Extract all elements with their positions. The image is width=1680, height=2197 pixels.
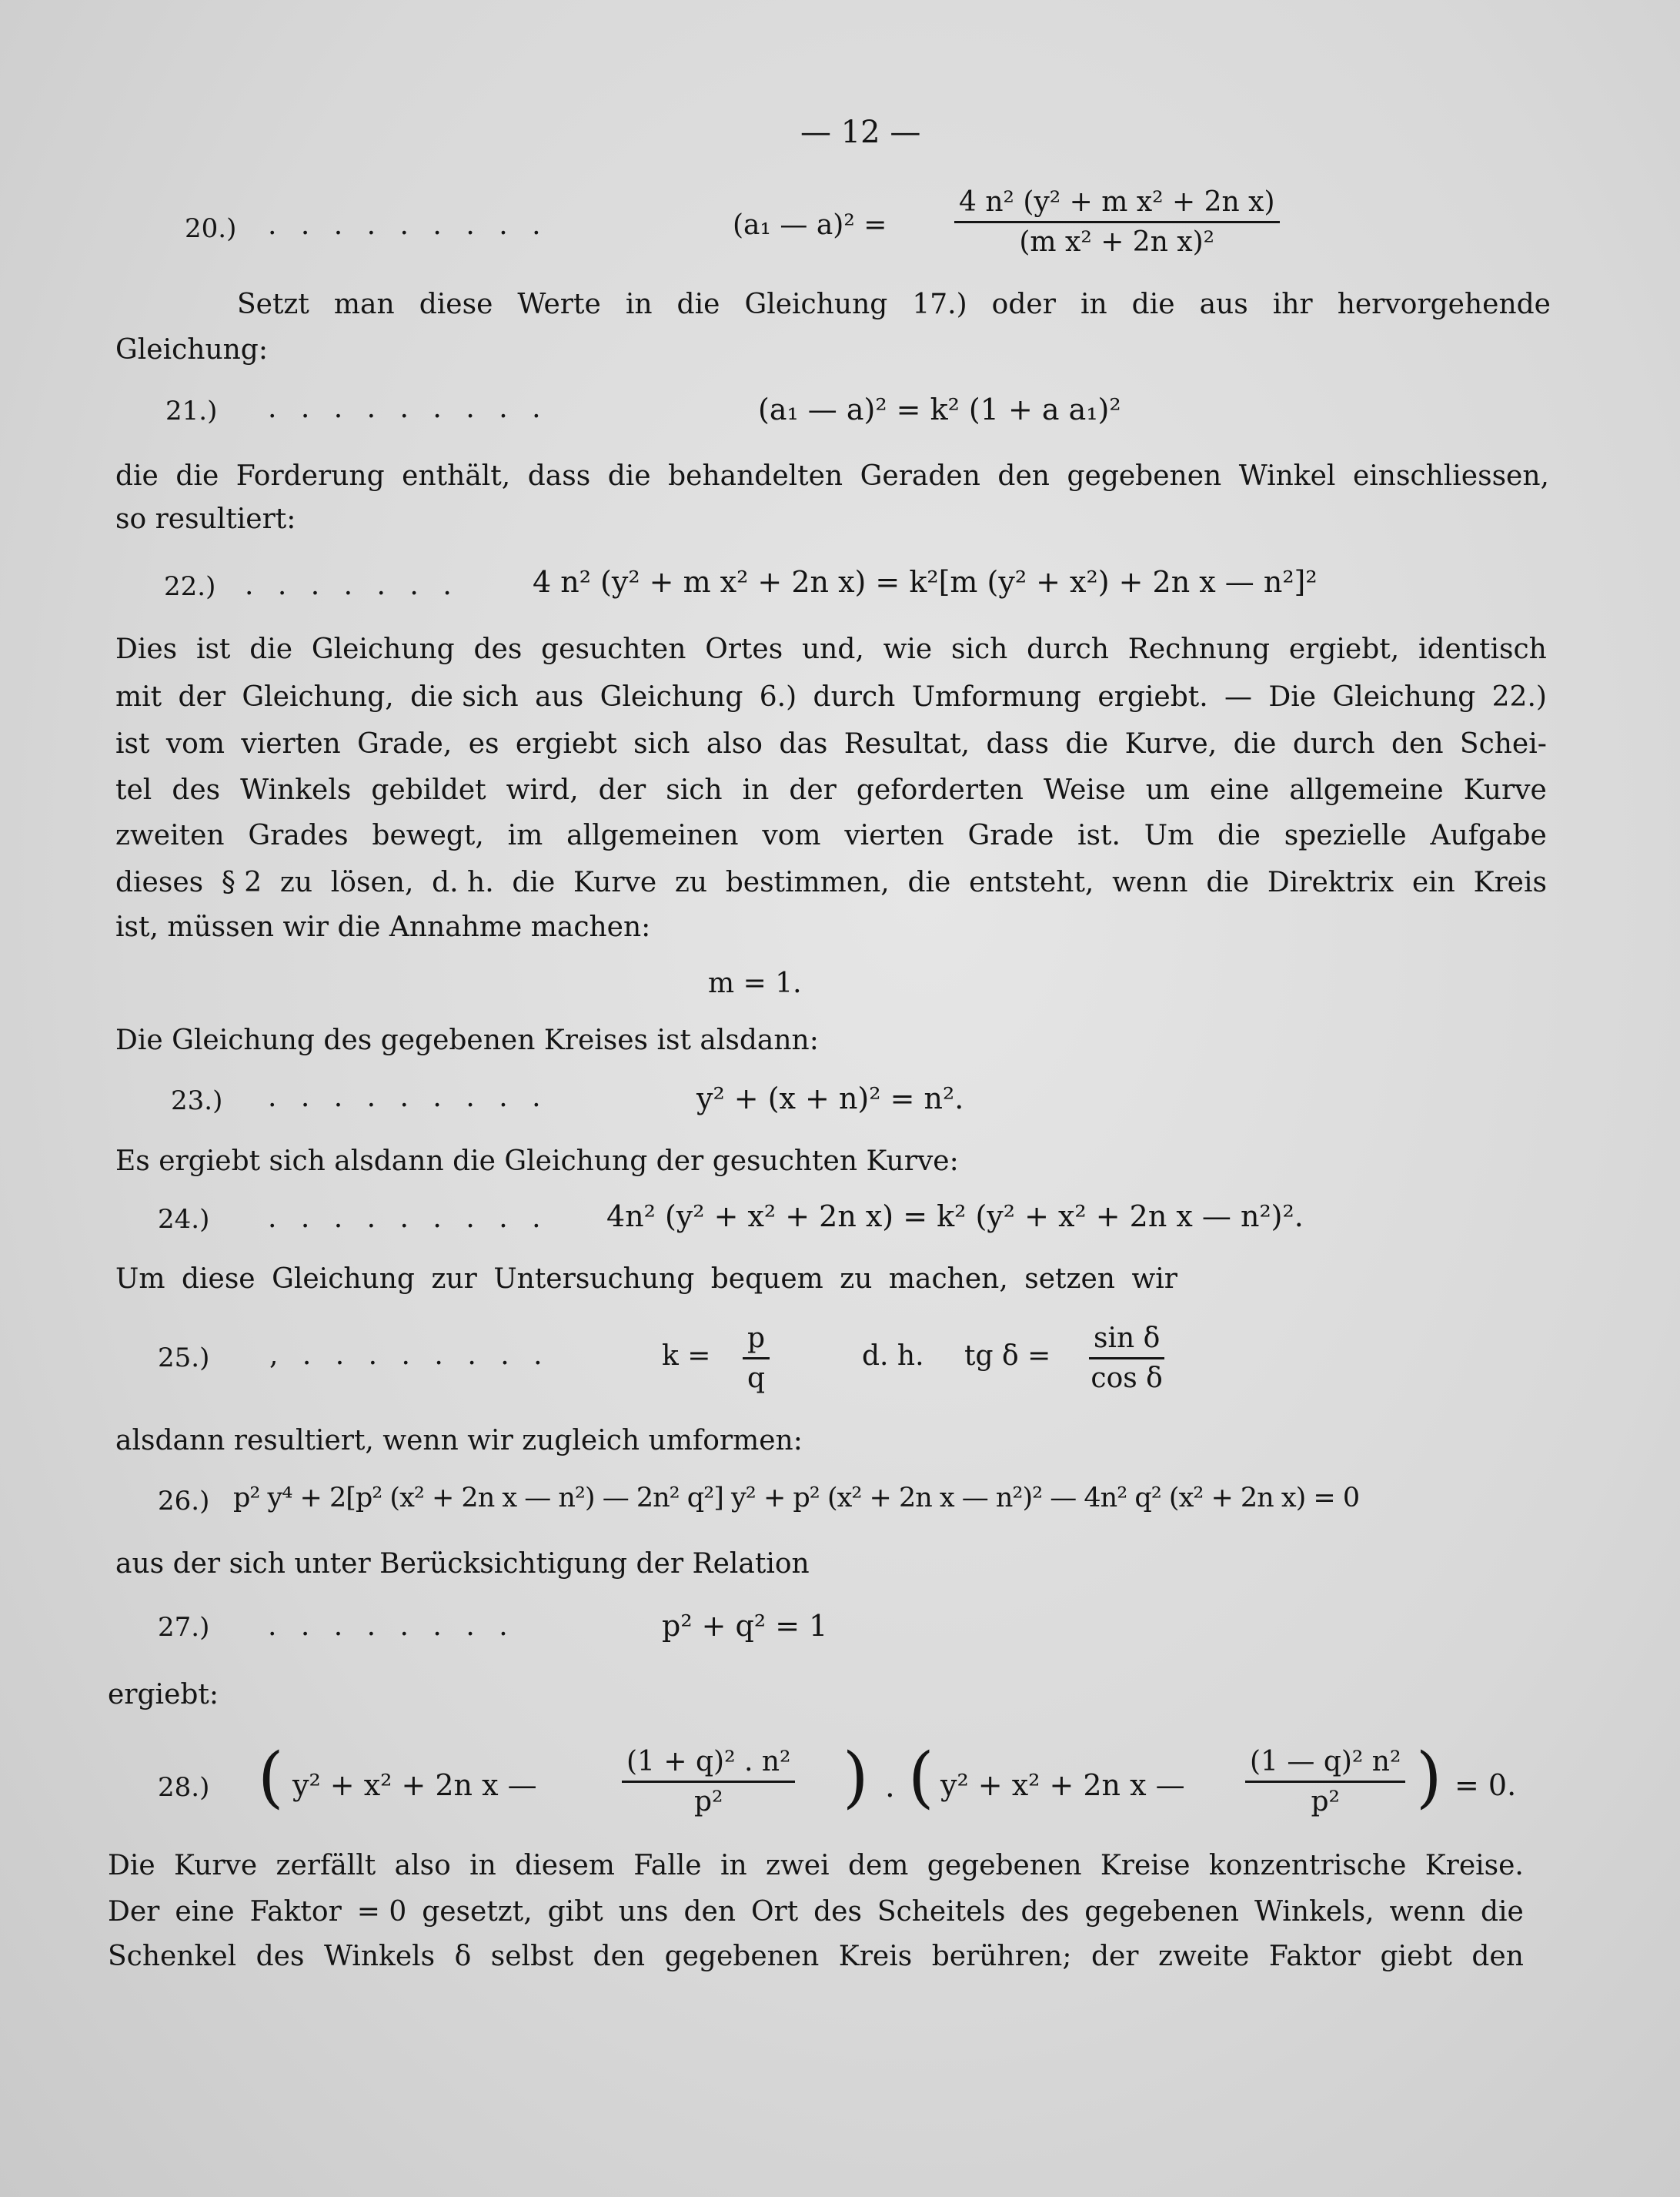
word: bestimmen,	[725, 867, 890, 898]
paragraph-4: Die Gleichung des gegebenen Kreises ist alsdann:	[115, 1025, 819, 1056]
close-paren: )	[843, 1739, 869, 1816]
text-line	[108, 1940, 1524, 1973]
leader-dots: . . . . . . .	[245, 570, 459, 601]
word: Die	[1268, 681, 1317, 713]
word: Faktor	[1268, 1941, 1361, 1972]
word: selbst	[490, 1941, 574, 1972]
word: Gleichung	[1332, 681, 1476, 713]
word: des	[813, 1896, 862, 1928]
equation-expression: (a₁ — a)² = k² (1 + a a₁)²	[758, 393, 1121, 426]
denominator: p²	[693, 1786, 723, 1817]
word: allgemeine	[1289, 774, 1444, 806]
leader-dots: . . . . . . . . .	[268, 1202, 549, 1234]
word: einschliessen,	[1352, 460, 1549, 492]
word: in	[1080, 289, 1107, 320]
word: Aufgabe	[1430, 820, 1547, 851]
word: Um	[1144, 820, 1194, 851]
paragraph-7: alsdann resultiert, wenn wir zugleich umformen:	[115, 1425, 803, 1456]
word: gegebenen	[1084, 1896, 1239, 1928]
equation-label: 23.)	[171, 1085, 223, 1116]
word: vierten	[241, 728, 341, 760]
word: Winkel	[1238, 460, 1336, 492]
dh-text: d. h.	[862, 1340, 924, 1372]
word: machen,	[888, 1263, 1008, 1295]
word: Winkels,	[1254, 1896, 1374, 1928]
paragraph-8: aus der sich unter Berücksichtigung der Relation	[115, 1548, 810, 1580]
word: ist	[195, 634, 231, 665]
word: in	[742, 774, 770, 806]
word: das	[779, 728, 828, 760]
word: behandelten	[668, 460, 843, 492]
word: 22.)	[1491, 681, 1547, 713]
word: durch	[1027, 634, 1109, 665]
numerator: p	[743, 1323, 770, 1359]
denominator: cos δ	[1090, 1363, 1163, 1394]
word: dem	[847, 1850, 909, 1881]
word: die	[512, 867, 556, 898]
word: spezielle	[1284, 820, 1407, 851]
leader-dots: . . . . . . . .	[268, 1610, 516, 1642]
word: zweite	[1157, 1941, 1250, 1972]
word: ist.	[1077, 820, 1121, 851]
text-line	[115, 774, 1547, 807]
word: giebt	[1380, 1941, 1452, 1972]
word: ist	[115, 728, 150, 760]
word: die	[249, 634, 293, 665]
word: gesetzt,	[422, 1896, 533, 1928]
word: δ	[454, 1941, 472, 1972]
open-paren: (	[908, 1739, 934, 1816]
product-dot: .	[885, 1769, 895, 1804]
word: oder	[991, 289, 1056, 320]
word: Untersuchung	[493, 1263, 695, 1295]
denominator: (m x² + 2n x)²	[1019, 226, 1215, 258]
word: den	[1391, 728, 1444, 760]
word: der	[598, 774, 646, 806]
word: entsteht,	[969, 867, 1094, 898]
word: aus	[1199, 289, 1248, 320]
equation-label: 25.)	[158, 1343, 210, 1373]
fraction	[743, 1323, 770, 1394]
word: diesem	[515, 1850, 615, 1881]
numerator: sin δ	[1089, 1323, 1164, 1359]
equation-m: m = 1.	[708, 968, 802, 999]
word: in	[625, 289, 653, 320]
text-line	[108, 1849, 1524, 1882]
word: 6.)	[759, 681, 797, 713]
word: Grade	[967, 820, 1054, 851]
word: bewegt,	[372, 820, 484, 851]
word: Der	[108, 1896, 160, 1928]
word: Kurve,	[1124, 728, 1217, 760]
text-line	[237, 288, 1551, 321]
leader-dots: . . . . . . . . .	[268, 1082, 549, 1113]
word: den	[593, 1941, 646, 1972]
leader-dots: , . . . . . . . .	[269, 1339, 550, 1371]
word: den	[997, 460, 1050, 492]
word: Kreise	[1100, 1850, 1191, 1881]
equation-term: y² + x² + 2n x —	[940, 1768, 1185, 1802]
word: ihr	[1272, 289, 1313, 320]
word: des	[473, 634, 523, 665]
word: identisch	[1418, 634, 1547, 665]
word: die	[1065, 728, 1109, 760]
word: gesuchten	[541, 634, 686, 665]
equation-label: 21.)	[165, 396, 218, 426]
paragraph-9: ergiebt:	[108, 1679, 219, 1710]
word: um	[1145, 774, 1191, 806]
word: dass	[527, 460, 591, 492]
equation-lhs: (a₁ — a)² =	[733, 209, 887, 241]
word: Kurve	[174, 1850, 258, 1881]
text-line	[115, 819, 1547, 852]
text-line	[115, 633, 1547, 666]
word: Direktrix	[1267, 867, 1394, 898]
word: geforderten	[856, 774, 1024, 806]
word: Scheitels	[877, 1896, 1006, 1928]
word: setzen	[1024, 1263, 1115, 1295]
word: die	[1217, 820, 1261, 851]
word: Grades	[248, 820, 349, 851]
word: Winkels	[323, 1941, 436, 1972]
word: Winkels	[240, 774, 352, 806]
leader-dots: . . . . . . . . .	[268, 393, 549, 424]
equation-label: 24.)	[158, 1204, 210, 1235]
word: gibt	[547, 1896, 603, 1928]
word: mit	[115, 681, 162, 713]
word: die	[1131, 289, 1175, 320]
equation-term: y² + x² + 2n x —	[292, 1768, 537, 1802]
text-line	[115, 866, 1547, 899]
word: im	[507, 820, 543, 851]
word: der	[789, 774, 837, 806]
word: Kreise.	[1424, 1850, 1524, 1881]
word: Schei-	[1459, 728, 1547, 760]
word: berühren;	[931, 1941, 1072, 1972]
equation-label: 20.)	[185, 213, 237, 244]
word: Falle	[633, 1850, 702, 1881]
word: § 2	[221, 867, 262, 898]
word: Kurve	[1463, 774, 1547, 806]
denominator: q	[747, 1363, 766, 1394]
fraction	[1245, 1746, 1405, 1817]
word: die	[907, 867, 951, 898]
word: der	[178, 681, 226, 713]
word: zu	[279, 867, 313, 898]
open-paren: (	[258, 1739, 284, 1816]
fraction	[622, 1746, 795, 1817]
word: zu	[674, 867, 708, 898]
word: ergiebt,	[1288, 634, 1400, 665]
word: dieses	[115, 867, 204, 898]
word: sich	[951, 634, 1008, 665]
word: enthält,	[402, 460, 511, 492]
word: des	[172, 774, 221, 806]
word: Gleichung	[272, 1263, 415, 1295]
word: Gleichung	[600, 681, 743, 713]
word: die	[1206, 867, 1250, 898]
word: Rechnung	[1127, 634, 1271, 665]
word: den	[1471, 1941, 1524, 1972]
word: Gleichung,	[242, 681, 394, 713]
fraction	[1089, 1323, 1164, 1394]
word: diese	[181, 1263, 256, 1295]
word: Geraden	[860, 460, 980, 492]
paragraph-5: Es ergiebt sich alsdann die Gleichung der gesuchten Kurve:	[115, 1145, 959, 1177]
equation-label: 22.)	[164, 571, 216, 602]
word: vierten	[844, 820, 944, 851]
equation-expression: 4n² (y² + x² + 2n x) = k² (y² + x² + 2n x — n²)².	[606, 1199, 1304, 1233]
word: die sich	[410, 681, 519, 713]
word: die	[115, 460, 159, 492]
word: hervorgehende	[1337, 289, 1551, 320]
text-line	[115, 460, 1549, 493]
word: diese	[419, 289, 493, 320]
word: dass	[986, 728, 1049, 760]
word: also	[394, 1850, 451, 1881]
numerator: (1 + q)² . n²	[622, 1746, 795, 1783]
word: sich	[666, 774, 723, 806]
word: wird,	[506, 774, 579, 806]
word: Die	[108, 1850, 155, 1881]
word: eine	[1210, 774, 1270, 806]
word: in	[469, 1850, 496, 1881]
word: wenn	[1112, 867, 1188, 898]
word: tel	[115, 774, 152, 806]
word: Ortes	[705, 634, 783, 665]
word: sich	[633, 728, 690, 760]
equation-expression: p² y⁴ + 2[p² (x² + 2n x — n²) — 2n² q²] y² + p² (x² + 2n x — n²)² — 4n² q² (x² + 2n x) = 0	[233, 1483, 1360, 1513]
word: gegebenen	[664, 1941, 820, 1972]
text-line: Gleichung:	[115, 334, 268, 366]
word: —	[1224, 681, 1253, 713]
equation-label: 27.)	[158, 1612, 210, 1643]
word: Umformung	[911, 681, 1081, 713]
word: uns	[618, 1896, 669, 1928]
word: Faktor	[249, 1896, 342, 1928]
word: die	[676, 289, 720, 320]
word: Gleichung	[744, 289, 888, 320]
word: = 0	[356, 1896, 407, 1928]
word: die	[1233, 728, 1277, 760]
word: des	[1020, 1896, 1070, 1928]
equation-label: 28.)	[158, 1772, 210, 1803]
numerator: 4 n² (y² + m x² + 2n x)	[954, 186, 1280, 223]
word: zerfällt	[276, 1850, 376, 1881]
word: Ort	[750, 1896, 799, 1928]
word: Schenkel	[108, 1941, 237, 1972]
word: ergiebt	[515, 728, 617, 760]
equation-lhs: k =	[662, 1340, 711, 1372]
word: Weise	[1044, 774, 1126, 806]
word: Grade,	[357, 728, 453, 760]
word: man	[333, 289, 395, 320]
word: es	[468, 728, 499, 760]
word: vom	[762, 820, 821, 851]
denominator: p²	[1311, 1786, 1340, 1817]
word: und,	[801, 634, 864, 665]
equation-expression: y² + (x + n)² = n².	[696, 1082, 964, 1115]
word: ein	[1411, 867, 1455, 898]
paragraph-6	[115, 1262, 1177, 1296]
word: Setzt	[237, 289, 309, 320]
numerator: (1 — q)² n²	[1245, 1746, 1405, 1783]
text-line: ist, müssen wir die Annahme machen:	[115, 911, 651, 943]
word: des	[256, 1941, 305, 1972]
equation-label: 26.)	[158, 1486, 210, 1516]
word: in	[720, 1850, 747, 1881]
text-line	[115, 681, 1547, 714]
word: zweiten	[115, 820, 225, 851]
text-line: so resultiert:	[115, 503, 296, 535]
leader-dots: . . . . . . . . .	[268, 209, 549, 241]
equation-expression: p² + q² = 1	[662, 1609, 828, 1643]
word: gegebenen	[927, 1850, 1082, 1881]
word: die	[1480, 1896, 1524, 1928]
equation-expression: 4 n² (y² + m x² + 2n x) = k²[m (y² + x²) + 2n x — n²]²	[533, 565, 1318, 599]
word: konzentrische	[1208, 1850, 1407, 1881]
word: die	[175, 460, 219, 492]
word: 17.)	[912, 289, 967, 320]
equation-end: = 0.	[1455, 1768, 1517, 1802]
word: bequem	[710, 1263, 823, 1295]
word: allgemeinen	[566, 820, 739, 851]
word: Kurve	[573, 867, 657, 898]
page-number: — 12 —	[800, 115, 921, 150]
word: zur	[431, 1263, 477, 1295]
word: wie	[883, 634, 933, 665]
word: Dies	[115, 634, 178, 665]
word: also	[706, 728, 763, 760]
word: zu	[840, 1263, 873, 1295]
word: vom	[165, 728, 225, 760]
word: lösen,	[330, 867, 414, 898]
word: d. h.	[432, 867, 494, 898]
word: zwei	[766, 1850, 830, 1881]
word: der	[1090, 1941, 1139, 1972]
word: ergiebt.	[1097, 681, 1208, 713]
word: gegebenen	[1067, 460, 1222, 492]
word: durch	[1292, 728, 1375, 760]
word: Gleichung	[311, 634, 455, 665]
word: wenn	[1389, 1896, 1466, 1928]
equation-lhs: tg δ =	[964, 1340, 1051, 1372]
fraction	[954, 186, 1280, 258]
word: gebildet	[371, 774, 486, 806]
word: eine	[175, 1896, 235, 1928]
word: aus	[535, 681, 584, 713]
word: die	[607, 460, 651, 492]
text-line	[108, 1895, 1524, 1928]
word: Kreis	[1473, 867, 1547, 898]
word: den	[683, 1896, 736, 1928]
word: Um	[115, 1263, 165, 1295]
word: wir	[1131, 1263, 1177, 1295]
word: Kreis	[838, 1941, 913, 1972]
word: Forderung	[235, 460, 385, 492]
text-line	[115, 727, 1547, 761]
word: Resultat,	[843, 728, 970, 760]
word: Werte	[517, 289, 601, 320]
word: durch	[813, 681, 896, 713]
close-paren: )	[1416, 1739, 1442, 1816]
